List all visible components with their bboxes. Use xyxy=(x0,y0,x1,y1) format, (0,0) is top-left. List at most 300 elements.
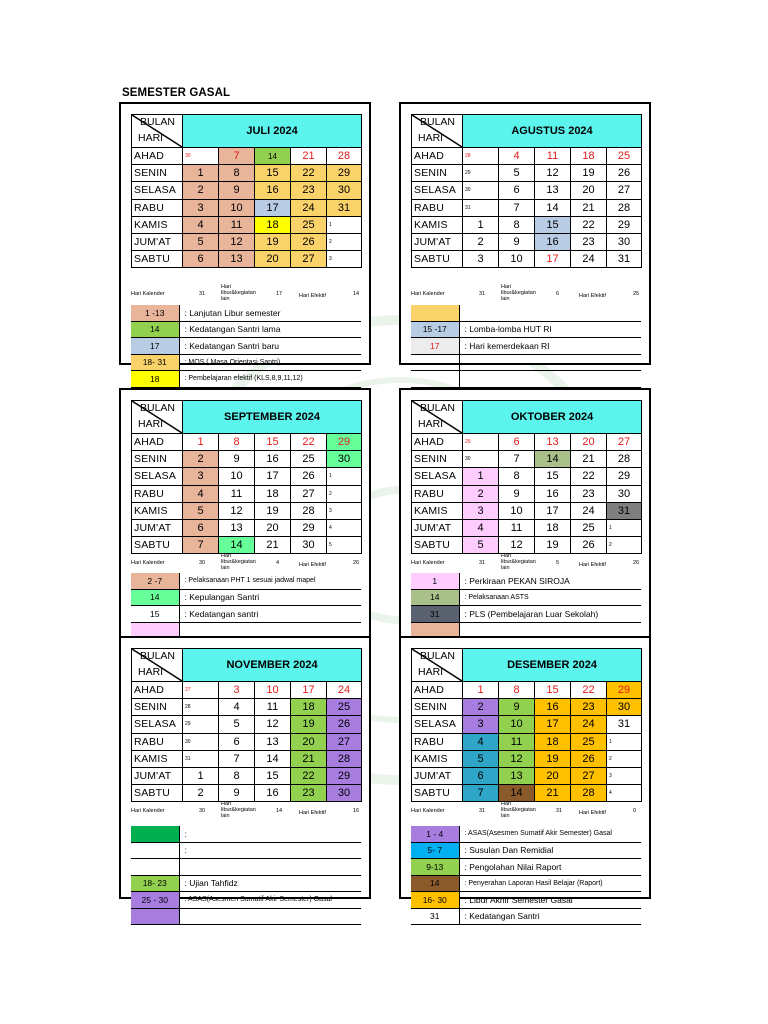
date-cell: 1 xyxy=(607,519,642,536)
day-name: SENIN xyxy=(412,699,463,716)
date-cell: 19 xyxy=(255,233,291,250)
date-cell: 20 xyxy=(535,767,571,784)
date-cell: 10 xyxy=(499,251,535,268)
date-cell: 13 xyxy=(219,519,255,536)
efektif-label: Hari Efektif xyxy=(579,562,606,568)
legend-text: : Kepulangan Santri xyxy=(179,589,361,606)
kalender-value: 31 xyxy=(199,291,206,297)
date-cell: 25 xyxy=(291,451,327,468)
date-cell: 11 xyxy=(219,485,255,502)
date-cell: 9 xyxy=(219,785,255,802)
date-cell: 14 xyxy=(255,750,291,767)
legend-swatch xyxy=(411,371,459,388)
day-name: RABU xyxy=(412,199,463,216)
legend-row xyxy=(411,354,641,371)
calendar-table xyxy=(131,114,362,268)
date-cell: 12 xyxy=(219,233,255,250)
day-name: AHAD xyxy=(412,682,463,699)
legend-row xyxy=(411,859,641,876)
kalender-label: Hari Kalender xyxy=(131,560,165,566)
libur-value: 31 xyxy=(556,808,563,814)
libur-label: Hari libur&kegiatan lain xyxy=(501,284,536,302)
legend-text xyxy=(179,859,361,876)
date-cell: 13 xyxy=(255,733,291,750)
date-cell: 2 xyxy=(183,451,219,468)
date-cell: 30 xyxy=(183,733,219,750)
legend-row xyxy=(131,842,361,859)
date-cell: 23 xyxy=(291,785,327,802)
date-cell: 20 xyxy=(571,182,607,199)
date-cell: 5 xyxy=(183,502,219,519)
month-title: NOVEMBER 2024 xyxy=(183,649,362,682)
day-name: KAMIS xyxy=(132,216,183,233)
bulan-label: BULAN xyxy=(140,402,176,414)
date-cell: 27 xyxy=(327,733,362,750)
legend-table xyxy=(411,826,641,925)
efektif-value: 16 xyxy=(353,808,360,814)
date-cell: 3 xyxy=(327,502,362,519)
date-cell: 1 xyxy=(183,165,219,182)
date-cell: 29 xyxy=(291,519,327,536)
date-cell: 10 xyxy=(219,199,255,216)
day-name: SELASA xyxy=(412,716,463,733)
date-cell: 3 xyxy=(463,716,499,733)
date-cell: 26 xyxy=(607,165,642,182)
month-title: OKTOBER 2024 xyxy=(463,401,642,434)
day-name: JUM'AT xyxy=(412,519,463,536)
legend-text: : ASAS(Asesmen Sumatif Akir Semester) Gasal xyxy=(459,826,641,842)
date-cell: 6 xyxy=(499,434,535,451)
date-cell: 26 xyxy=(571,537,607,554)
date-cell: 16 xyxy=(255,451,291,468)
day-name: RABU xyxy=(412,485,463,502)
legend-table xyxy=(411,305,641,388)
legend-text: : Lanjutan Libur semester xyxy=(179,305,361,321)
legend-swatch: 18 xyxy=(131,371,179,388)
date-cell: 1 xyxy=(183,434,219,451)
date-cell: 17 xyxy=(535,716,571,733)
day-name: AHAD xyxy=(412,434,463,451)
date-cell: 2 xyxy=(463,485,499,502)
week-row xyxy=(412,182,642,199)
month-title: AGUSTUS 2024 xyxy=(463,115,642,148)
week-row xyxy=(412,165,642,182)
date-cell: 31 xyxy=(607,716,642,733)
date-cell: 2 xyxy=(183,785,219,802)
date-cell: 25 xyxy=(607,148,642,165)
week-row xyxy=(412,148,642,165)
date-cell: 29 xyxy=(607,468,642,485)
legend-row xyxy=(411,842,641,859)
date-cell: 5 xyxy=(499,165,535,182)
legend-text: : Libur Akhir Semester Gasal xyxy=(459,892,641,909)
week-row xyxy=(132,434,362,451)
day-name: SELASA xyxy=(412,468,463,485)
month-panel xyxy=(119,102,371,384)
day-name: AHAD xyxy=(132,148,183,165)
date-cell: 14 xyxy=(535,199,571,216)
date-cell: 10 xyxy=(499,502,535,519)
date-cell: 1 xyxy=(607,733,642,750)
date-cell: 24 xyxy=(571,251,607,268)
libur-value: 6 xyxy=(556,291,560,297)
legend-row xyxy=(131,908,361,925)
legend-swatch xyxy=(131,908,179,925)
bulan-hari-corner xyxy=(412,649,463,682)
day-name: SABTU xyxy=(412,537,463,554)
date-cell: 30 xyxy=(463,182,499,199)
day-name: SELASA xyxy=(132,468,183,485)
date-cell: 5 xyxy=(219,716,255,733)
date-cell: 8 xyxy=(219,434,255,451)
day-name: RABU xyxy=(132,485,183,502)
day-name: JUM'AT xyxy=(412,233,463,250)
legend-text: : Kedatangan santri xyxy=(179,606,361,623)
week-row xyxy=(412,434,642,451)
date-cell: 23 xyxy=(291,182,327,199)
bulan-label: BULAN xyxy=(420,650,456,662)
calendar-table xyxy=(411,114,642,268)
date-cell: 18 xyxy=(255,216,291,233)
day-name: SABTU xyxy=(132,537,183,554)
legend-swatch: 31 xyxy=(411,908,459,925)
date-cell: 31 xyxy=(327,199,362,216)
efektif-label: Hari Efektif xyxy=(299,810,326,816)
month-title: JULI 2024 xyxy=(183,115,362,148)
calendar-header-row xyxy=(132,115,362,148)
date-cell: 12 xyxy=(219,502,255,519)
legend-row xyxy=(411,606,641,623)
legend-row xyxy=(411,826,641,842)
week-row xyxy=(412,733,642,750)
efektif-label: Hari Efektif xyxy=(579,293,606,299)
legend-swatch: 15 xyxy=(131,606,179,623)
date-cell: 9 xyxy=(499,699,535,716)
date-cell: 30 xyxy=(327,182,362,199)
date-cell: 15 xyxy=(535,216,571,233)
date-cell: 4 xyxy=(183,216,219,233)
kalender-value: 30 xyxy=(199,808,206,814)
week-row xyxy=(412,451,642,468)
date-cell: 3 xyxy=(183,468,219,485)
legend-swatch xyxy=(411,305,459,321)
week-row xyxy=(132,468,362,485)
calendar-table xyxy=(411,400,642,554)
date-cell: 3 xyxy=(463,502,499,519)
libur-label: Hari libur&kegiatan lain xyxy=(501,801,536,819)
day-name: SENIN xyxy=(412,451,463,468)
month-panel xyxy=(399,102,651,365)
date-cell: 19 xyxy=(535,750,571,767)
week-row xyxy=(412,682,642,699)
week-row xyxy=(132,699,362,716)
bulan-hari-corner xyxy=(412,115,463,148)
legend-text: : Ujian Tahfidz xyxy=(179,875,361,892)
date-cell: 15 xyxy=(255,434,291,451)
day-name: AHAD xyxy=(132,682,183,699)
date-cell: 9 xyxy=(499,233,535,250)
date-cell: 12 xyxy=(255,716,291,733)
calendar-table xyxy=(131,400,362,554)
date-cell: 6 xyxy=(463,767,499,784)
legend-row xyxy=(131,892,361,909)
hari-label: HARI xyxy=(418,418,444,430)
day-name: SENIN xyxy=(412,165,463,182)
date-cell: 29 xyxy=(183,716,219,733)
date-cell: 1 xyxy=(463,216,499,233)
date-cell: 16 xyxy=(535,485,571,502)
date-cell: 12 xyxy=(499,537,535,554)
week-row xyxy=(132,733,362,750)
calendar-table xyxy=(131,648,362,802)
date-cell: 21 xyxy=(291,750,327,767)
legend-row xyxy=(131,826,361,842)
week-row xyxy=(412,233,642,250)
day-stats xyxy=(131,803,361,823)
date-cell: 2 xyxy=(327,485,362,502)
date-cell: 9 xyxy=(499,485,535,502)
legend-swatch: 1 xyxy=(411,573,459,589)
day-name: SENIN xyxy=(132,165,183,182)
date-cell: 6 xyxy=(183,519,219,536)
legend-text: : Lomba-lomba HUT RI xyxy=(459,321,641,338)
day-name: RABU xyxy=(132,733,183,750)
legend-table xyxy=(131,305,361,388)
date-cell: 23 xyxy=(571,233,607,250)
date-cell: 12 xyxy=(535,165,571,182)
libur-label: Hari libur&kegiatan lain xyxy=(221,801,256,819)
legend-text xyxy=(459,305,641,321)
week-row xyxy=(412,519,642,536)
date-cell: 17 xyxy=(255,199,291,216)
kalender-value: 30 xyxy=(199,560,206,566)
legend-row xyxy=(411,338,641,355)
week-row xyxy=(132,233,362,250)
date-cell: 24 xyxy=(327,682,362,699)
libur-value: 14 xyxy=(276,808,283,814)
date-cell: 19 xyxy=(535,537,571,554)
day-name: SABTU xyxy=(132,785,183,802)
legend-text: : Hari kemerdekaan RI xyxy=(459,338,641,355)
legend-text xyxy=(179,908,361,925)
calendar-header-row xyxy=(412,401,642,434)
legend-row xyxy=(411,875,641,892)
date-cell: 27 xyxy=(291,485,327,502)
calendar-header-row xyxy=(132,649,362,682)
date-cell: 2 xyxy=(327,233,362,250)
date-cell: 30 xyxy=(607,233,642,250)
legend-row xyxy=(131,606,361,623)
date-cell: 8 xyxy=(499,468,535,485)
legend-row xyxy=(131,573,361,589)
week-row xyxy=(412,502,642,519)
hari-label: HARI xyxy=(138,666,164,678)
week-row xyxy=(412,716,642,733)
legend-table xyxy=(411,573,641,639)
date-cell: 28 xyxy=(571,785,607,802)
kalender-label: Hari Kalender xyxy=(131,291,165,297)
efektif-label: Hari Efektif xyxy=(299,562,326,568)
week-row xyxy=(132,199,362,216)
date-cell: 7 xyxy=(499,199,535,216)
date-cell: 3 xyxy=(463,251,499,268)
date-cell: 28 xyxy=(607,199,642,216)
date-cell: 21 xyxy=(571,199,607,216)
legend-swatch: 14 xyxy=(131,589,179,606)
week-row xyxy=(412,468,642,485)
date-cell: 9 xyxy=(219,182,255,199)
week-row xyxy=(412,699,642,716)
legend-swatch xyxy=(131,842,179,859)
date-cell: 22 xyxy=(291,434,327,451)
date-cell: 13 xyxy=(219,251,255,268)
week-row xyxy=(412,199,642,216)
day-name: JUM'AT xyxy=(132,233,183,250)
calendar-header-row xyxy=(132,401,362,434)
legend-text: : PLS (Pembelajaran Luar Sekolah) xyxy=(459,606,641,623)
date-cell: 1 xyxy=(327,468,362,485)
week-row xyxy=(132,750,362,767)
month-panel xyxy=(399,636,651,922)
date-cell: 25 xyxy=(291,216,327,233)
legend-swatch: 18- 23 xyxy=(131,875,179,892)
bulan-label: BULAN xyxy=(140,650,176,662)
date-cell: 30 xyxy=(183,148,219,165)
date-cell: 7 xyxy=(219,750,255,767)
week-row xyxy=(132,182,362,199)
date-cell: 31 xyxy=(607,251,642,268)
bulan-hari-corner xyxy=(412,401,463,434)
week-row xyxy=(132,519,362,536)
calendar-header-row xyxy=(412,649,642,682)
efektif-label: Hari Efektif xyxy=(579,810,606,816)
legend-text: : Pelaksanaan PHT 1 sesuai jadwal mapel xyxy=(179,573,361,589)
legend-text: : Kedatangan Santri baru xyxy=(179,338,361,355)
bulan-label: BULAN xyxy=(420,116,456,128)
date-cell: 24 xyxy=(571,502,607,519)
legend-row xyxy=(131,875,361,892)
day-name: JUM'AT xyxy=(132,519,183,536)
date-cell: 22 xyxy=(571,682,607,699)
date-cell: 29 xyxy=(463,165,499,182)
legend-row xyxy=(131,859,361,876)
date-cell: 15 xyxy=(255,165,291,182)
bulan-hari-corner xyxy=(132,649,183,682)
date-cell: 30 xyxy=(291,537,327,554)
date-cell: 31 xyxy=(607,502,642,519)
date-cell: 29 xyxy=(607,682,642,699)
date-cell: 22 xyxy=(571,468,607,485)
legend-row xyxy=(411,371,641,388)
date-cell: 25 xyxy=(571,733,607,750)
date-cell: 11 xyxy=(499,519,535,536)
libur-label: Hari libur&kegiatan lain xyxy=(221,553,256,571)
date-cell: 20 xyxy=(255,519,291,536)
date-cell: 19 xyxy=(571,165,607,182)
date-cell: 18 xyxy=(535,519,571,536)
date-cell: 30 xyxy=(327,785,362,802)
bulan-hari-corner xyxy=(132,115,183,148)
hari-label: HARI xyxy=(138,132,164,144)
date-cell: 7 xyxy=(183,537,219,554)
date-cell: 30 xyxy=(463,451,499,468)
date-cell: 11 xyxy=(535,148,571,165)
date-cell: 14 xyxy=(219,537,255,554)
date-cell: 26 xyxy=(327,716,362,733)
date-cell: 16 xyxy=(535,699,571,716)
date-cell: 16 xyxy=(535,233,571,250)
date-cell: 25 xyxy=(327,699,362,716)
legend-text: : Kedatangan Santri lama xyxy=(179,321,361,338)
day-name: KAMIS xyxy=(412,750,463,767)
date-cell: 3 xyxy=(327,251,362,268)
date-cell: 7 xyxy=(463,785,499,802)
date-cell: 19 xyxy=(255,502,291,519)
efektif-label: Hari Efektif xyxy=(299,293,326,299)
date-cell: 20 xyxy=(291,733,327,750)
legend-table xyxy=(131,573,361,639)
week-row xyxy=(132,785,362,802)
day-stats xyxy=(411,555,641,575)
kalender-value: 31 xyxy=(479,560,486,566)
week-row xyxy=(132,682,362,699)
day-name: SABTU xyxy=(132,251,183,268)
hari-label: HARI xyxy=(418,132,444,144)
week-row xyxy=(412,216,642,233)
day-name: AHAD xyxy=(412,148,463,165)
date-cell: 4 xyxy=(183,485,219,502)
legend-swatch xyxy=(411,354,459,371)
date-cell: 24 xyxy=(571,716,607,733)
date-cell: 15 xyxy=(535,468,571,485)
date-cell: 21 xyxy=(291,148,327,165)
week-row xyxy=(132,537,362,554)
kalender-label: Hari Kalender xyxy=(411,560,445,566)
date-cell: 13 xyxy=(535,434,571,451)
bulan-label: BULAN xyxy=(140,116,176,128)
date-cell: 27 xyxy=(607,182,642,199)
day-name: SELASA xyxy=(132,182,183,199)
date-cell: 2 xyxy=(183,182,219,199)
month-panel xyxy=(399,388,651,651)
date-cell: 7 xyxy=(219,148,255,165)
legend-swatch: 1 -13 xyxy=(131,305,179,321)
legend-text xyxy=(459,354,641,371)
libur-label: Hari libur&kegiatan lain xyxy=(501,553,536,571)
week-row xyxy=(132,502,362,519)
legend-swatch: 25 - 30 xyxy=(131,892,179,909)
date-cell: 17 xyxy=(291,682,327,699)
date-cell: 2 xyxy=(607,750,642,767)
date-cell: 18 xyxy=(255,485,291,502)
date-cell: 10 xyxy=(219,468,255,485)
legend-text: : xyxy=(179,842,361,859)
date-cell: 3 xyxy=(183,199,219,216)
legend-table xyxy=(131,826,361,925)
date-cell: 26 xyxy=(571,750,607,767)
day-stats xyxy=(411,803,641,823)
date-cell: 29 xyxy=(327,434,362,451)
date-cell: 2 xyxy=(463,233,499,250)
date-cell: 13 xyxy=(535,182,571,199)
day-name: JUM'AT xyxy=(132,767,183,784)
legend-text: : Pengolahan Nilai Raport xyxy=(459,859,641,876)
date-cell: 1 xyxy=(463,468,499,485)
libur-value: 17 xyxy=(276,291,283,297)
date-cell: 13 xyxy=(499,767,535,784)
date-cell: 29 xyxy=(463,434,499,451)
legend-swatch: 2 -7 xyxy=(131,573,179,589)
